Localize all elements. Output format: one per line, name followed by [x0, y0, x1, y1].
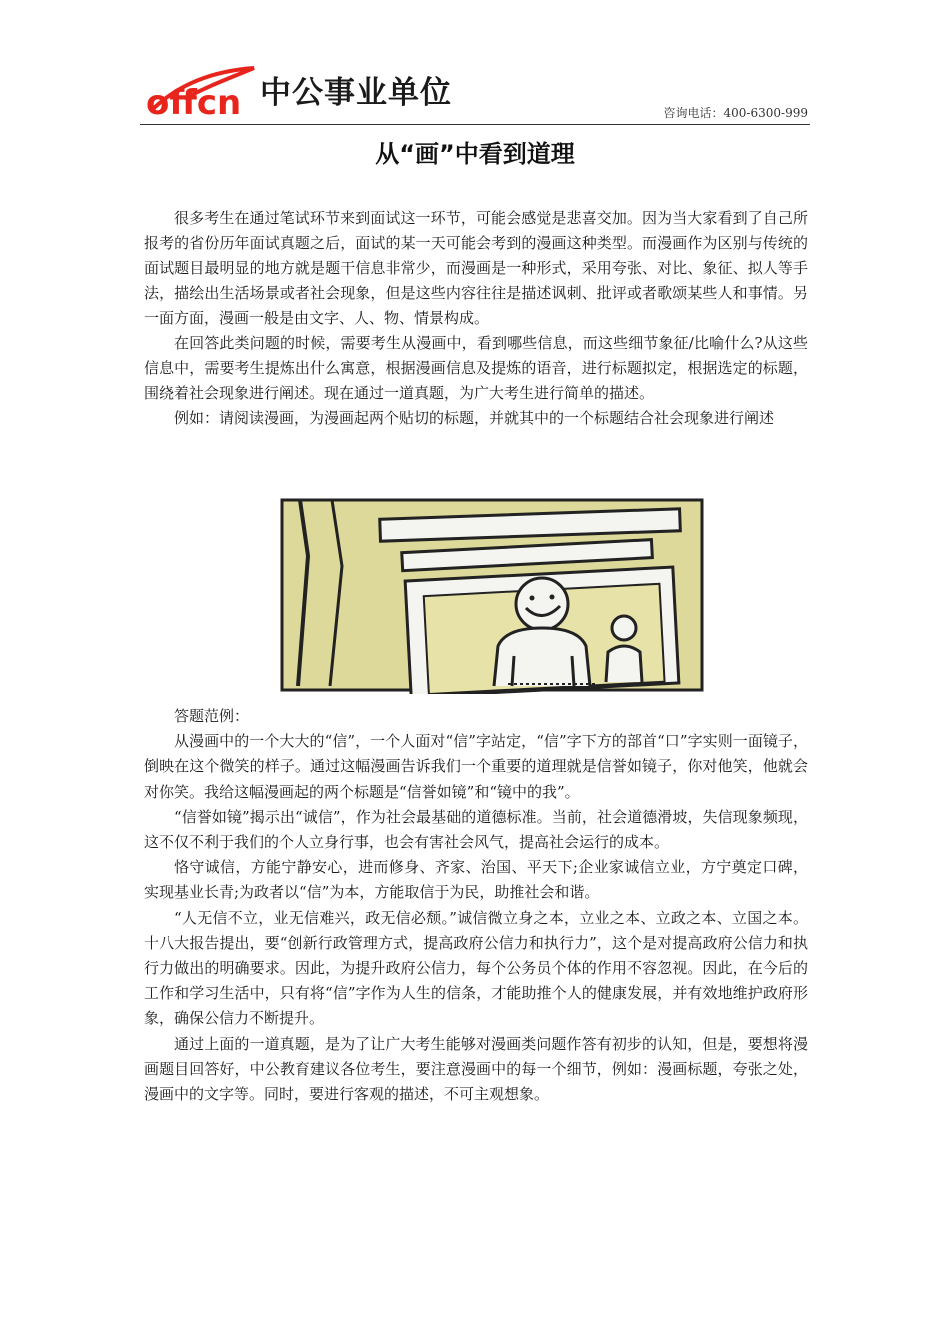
- offcn-logo: [146, 64, 452, 120]
- page-header: [140, 58, 810, 124]
- logo-text: 中公事业单位: [260, 75, 452, 111]
- paragraph: 从漫画中的一个大大的“信”，一个人面对“信”字站定，“信”字下方的部首“口”字实则一面镜子，倒映在这个微笑的样子。通过这幅漫画告诉我们一个重要的道理就是信誉如镜子，你对他笑，他就会对你笑。我给这幅漫画起的两个标题是“信誉如镜”和“镜中的我”。: [144, 732, 808, 801]
- header-divider: [140, 124, 810, 125]
- logo-latin: offcn: [146, 83, 242, 120]
- cartoon-eye-left: [530, 596, 535, 601]
- paragraph: 在回答此类问题的时候，需要考生从漫画中，看到哪些信息，而这些细节象征/比喻什么?从这些信息中，需要考生提炼出什么寓意，根据漫画信息及提炼的语音，进行标题拟定，根据选定的标题，围绕着社会现象进行阐述。现在通过一道真题，为广大考生进行简单的描述。: [144, 334, 808, 402]
- answer-section: [144, 704, 808, 1107]
- paragraph: 答题范例：: [174, 707, 250, 725]
- document-title: 从“画”中看到道理: [375, 140, 575, 168]
- paragraph: 很多考生在通过笔试环节来到面试这一环节，可能会感觉是悲喜交加。因为当大家看到了自己所报考的省份历年面试真题之后，面试的某一天可能会考到的漫画这种类型。而漫画作为区别与传统的面试题目最明显的地方就是题干信息非常少，而漫画是一种形式，采用夸张、对比、象征、拟人等手法，描绘出生活场景或者社会现象，但是这些内容往往是描述讽刺、批评或者歌颂某些人和事情。另一面方面，漫画一般是由文字、人、物、情景构成。: [144, 209, 808, 327]
- hotline-text: 咨询电话：400-6300-999: [663, 106, 808, 120]
- cartoon-eye-right: [550, 595, 555, 600]
- paragraph: 例如：请阅读漫画，为漫画起两个贴切的标题，并就其中的一个标题结合社会现象进行阐述: [174, 409, 775, 427]
- cartoon-body: [494, 628, 590, 686]
- paragraph: “人无信不立，业无信难兴，政无信必颓。”诚信微立身之本，立业之本、立政之本、立国之本。十八大报告提出，要“创新行政管理方式，提高政府公信力和执行力”，这个是对提高政府公信力和执行力做出的明确要求。因此，为提升政府公信力，每个公务员个体的作用不容忽视。因此，在今后的工作和学习生活中，只有将“信”字作为人生的信条，才能助推个人的健康发展，并有效地维护政府形象，确保公信力不断提升。: [144, 908, 808, 1028]
- cartoon-image: [280, 496, 705, 694]
- offcn-logo-mark: [146, 64, 258, 120]
- cartoon-small-body: [606, 646, 642, 682]
- intro-section: [144, 206, 808, 431]
- cartoon-face: [516, 578, 568, 630]
- paragraph: 通过上面的一道真题，是为了让广大考生能够对漫画类问题作答有初步的认知，但是，要想将漫画题目回答好，中公教育建议各位考生，要注意漫画中的每一个细节，例如：漫画标题，夸张之处，漫画中的文字等。同时，要进行客观的描述，不可主观想象。: [144, 1034, 808, 1104]
- cartoon-small-head: [612, 616, 636, 640]
- paragraph: “信誉如镜”揭示出“诚信”，作为社会最基础的道德标准。当前，社会道德滑坡，失信现象频现，这不仅不利于我们的个人立身行事，也会有害社会风气，提高社会运行的成本。: [144, 807, 808, 852]
- paragraph: 恪守诚信，方能宁静安心，进而修身、齐家、治国、平天下;企业家诚信立业，方宁奠定口碑，实现基业长青;为政者以“信”为本，方能取信于为民，助推社会和谐。: [144, 858, 808, 902]
